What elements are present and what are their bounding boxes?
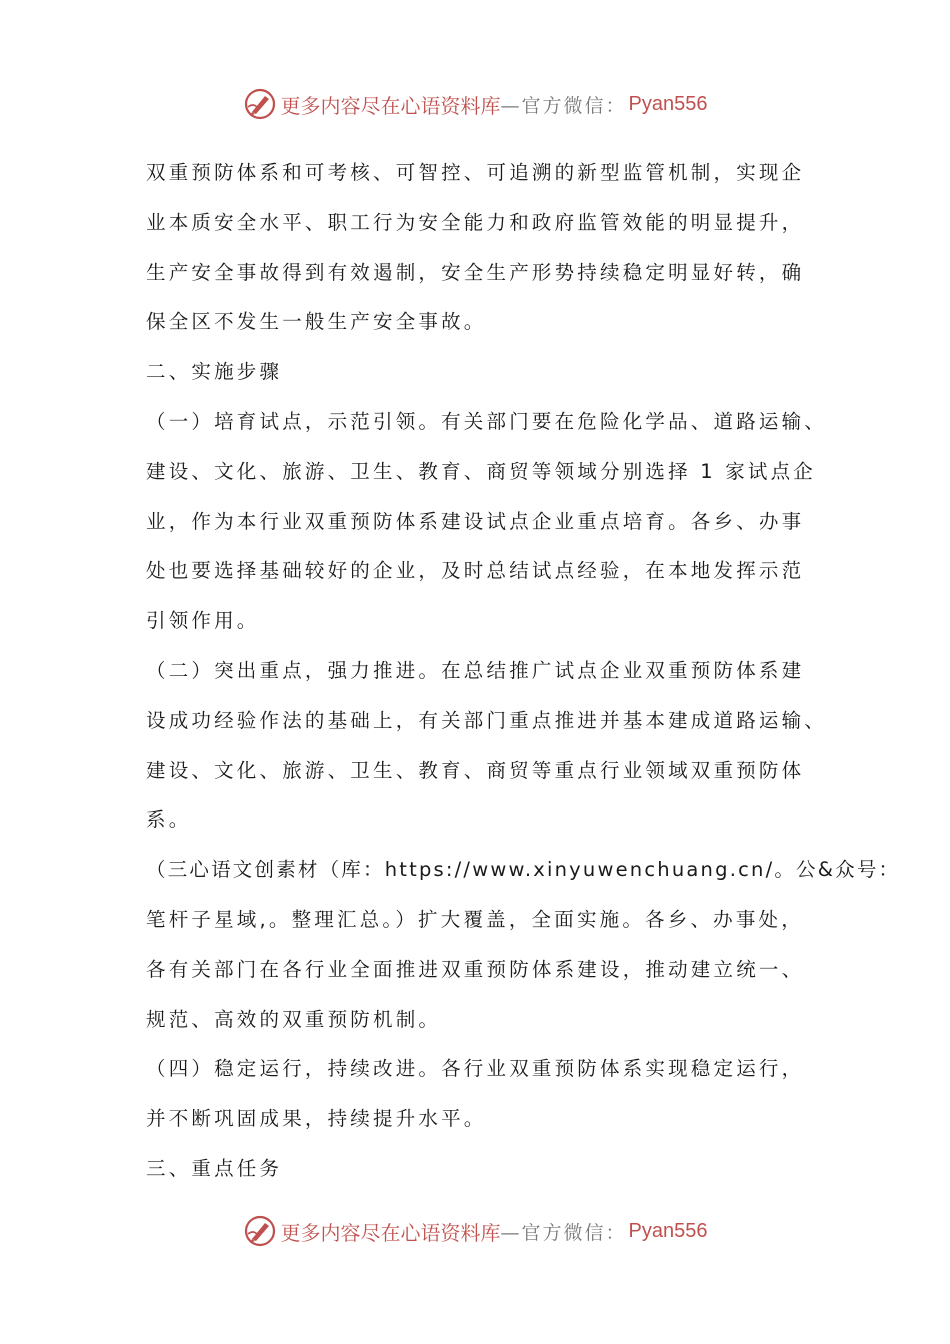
footer-site-text: 更多内容尽在心语资料库 <box>280 1220 501 1245</box>
pen-logo-icon <box>243 87 277 121</box>
body-line: （四）稳定运行，持续改进。各行业双重预防体系实现稳定运行， <box>146 1057 805 1081</box>
body-line: 并不断巩固成果，持续提升水平。 <box>146 1107 487 1131</box>
header-wechat-label: —官方微信： <box>500 94 627 117</box>
body-line: 建设、文化、旅游、卫生、教育、商贸等领域分别选择 1 家试点企 <box>146 459 817 483</box>
body-line: 引领作用。 <box>146 609 260 633</box>
body-line: 建设、文化、旅游、卫生、教育、商贸等重点行业领域双重预防体 <box>146 758 805 782</box>
body-line: （三心语文创素材（库：https://www.xinyuwenchuang.cn/。公&众号： <box>146 858 901 882</box>
body-line: 双重预防体系和可考核、可智控、可追溯的新型监管机制，实现企 <box>146 161 805 184</box>
section-heading: 二、实施步骤 <box>146 360 283 384</box>
pen-logo-icon <box>243 1214 277 1248</box>
body-line: （二）突出重点，强力推进。在总结推广试点企业双重预防体系建 <box>146 658 805 682</box>
body-line: 生产安全事故得到有效遏制，安全生产形势持续稳定明显好转，确 <box>146 260 805 284</box>
header-watermark-banner <box>0 84 950 124</box>
footer-wechat-id: Pyan556 <box>628 1219 708 1242</box>
header-site-text: 更多内容尽在心语资料库 <box>280 93 501 118</box>
body-line: 保全区不发生一般生产安全事故。 <box>146 310 487 334</box>
footer-wechat-label: —官方微信： <box>500 1221 627 1244</box>
body-line: （一）培育试点，示范引领。有关部门要在危险化学品、道路运输、 <box>146 409 828 433</box>
section-heading: 三、重点任务 <box>146 1156 283 1180</box>
header-wechat-id: Pyan556 <box>628 92 708 115</box>
body-line: 系。 <box>146 808 192 832</box>
body-line: 业，作为本行业双重预防体系建设试点企业重点培育。各乡、办事 <box>146 509 805 533</box>
body-text <box>146 148 901 1194</box>
body-line: 笔杆子星域,。整理汇总。）扩大覆盖，全面实施。各乡、办事处， <box>146 907 804 931</box>
body-line: 规范、高效的双重预防机制。 <box>146 1007 442 1031</box>
body-line: 处也要选择基础较好的企业，及时总结试点经验，在本地发挥示范 <box>146 559 805 583</box>
footer-watermark-banner <box>0 1211 950 1251</box>
body-line: 设成功经验作法的基础上，有关部门重点推进并基本建成道路运输、 <box>146 708 828 732</box>
body-line: 业本质安全水平、职工行为安全能力和政府监管效能的明显提升， <box>146 210 805 234</box>
body-line: 各有关部门在各行业全面推进双重预防体系建设，推动建立统一、 <box>146 957 805 981</box>
